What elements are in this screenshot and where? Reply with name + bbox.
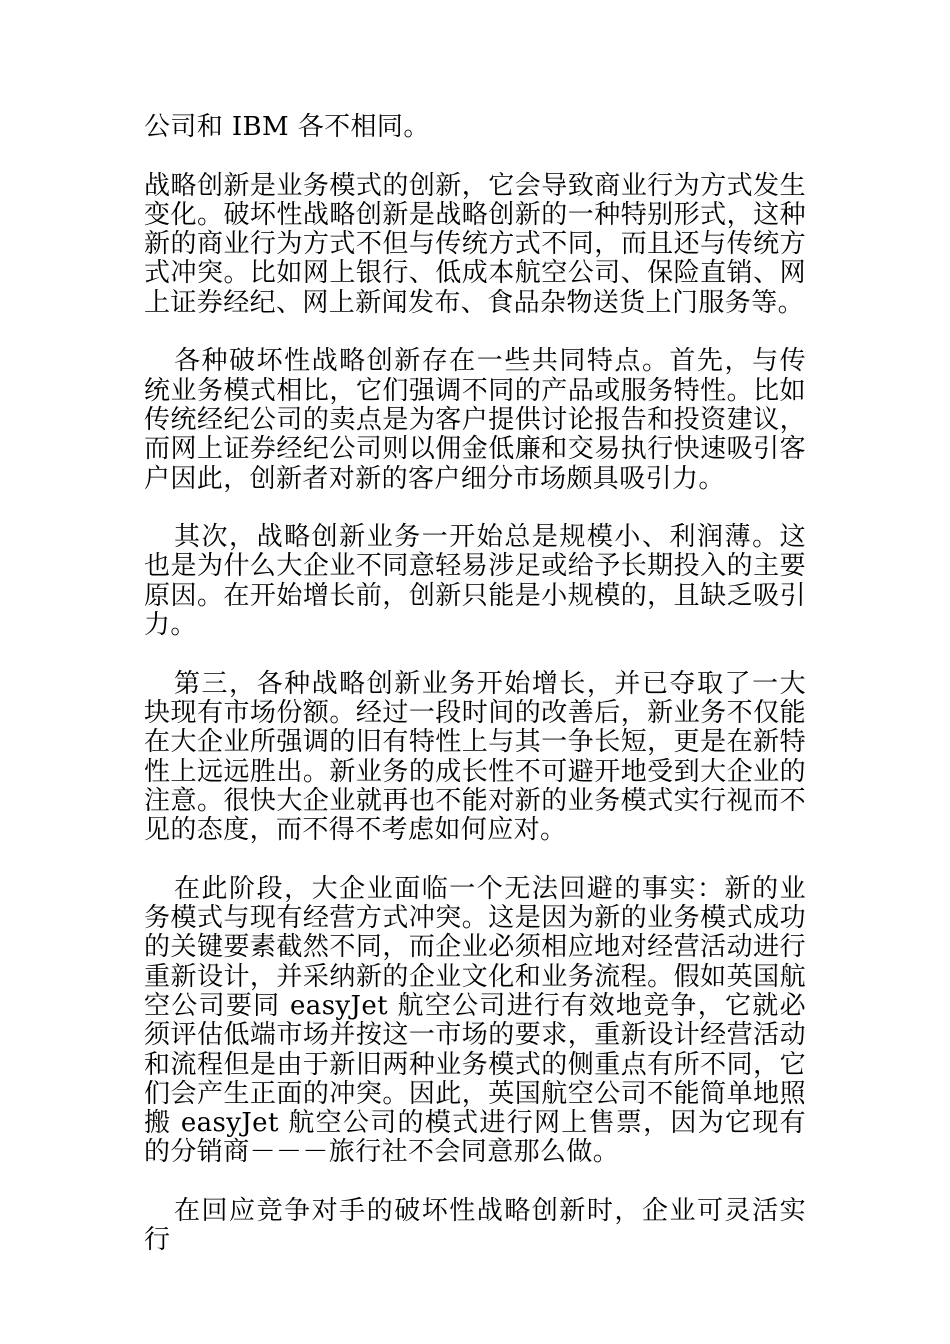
paragraph-4: 其次，战略创新业务一开始总是规模小、利润薄。这也是为什么大企业不同意轻易涉足或给予长期投入的主要原因。在开始增长前，创新只能是小规模的，且缺乏吸引力。: [144, 522, 806, 641]
paragraph-5: 第三，各种战略创新业务开始增长，并已夺取了一大块现有市场份额。经过一段时间的改善后，新业务不仅能在大企业所强调的旧有特性上与其一争长短，更是在新特性上远远胜出。新业务的成长性不可避开地受到大企业的注意。很快大企业就再也不能对新的业务模式实行视而不见的态度，而不得不考虑如何应对。: [144, 668, 806, 846]
paragraph-1: 公司和 IBM 各不相同。: [144, 112, 430, 142]
paragraph-7: 在回应竞争对手的破坏性战略创新时，企业可灵活实行: [144, 1195, 806, 1256]
paragraph-2: 战略创新是业务模式的创新，它会导致商业行为方式发生变化。破坏性战略创新是战略创新的一种特别形式，这种新的商业行为方式不但与传统方式不同，而且还与传统方式冲突。比如网上银行、低成本航空公司、保险直销、网上证券经纪、网上新闻发布、食品杂物送货上门服务等。: [144, 170, 806, 318]
document-page: [144, 113, 806, 1285]
paragraph-6: 在此阶段，大企业面临一个无法回避的事实：新的业务模式与现有经营方式冲突。这是因为新的业务模式成功的关键要素截然不同，而企业必须相应地对经营活动进行重新设计，并采纳新的企业文化和业务流程。假如英国航空公司要同 easyJet 航空公司进行有效地竞争，它就必须评估低端市场并按这一市场的要求，重新设计经营活动和流程但是由于新旧两种业务模式的侧重点有所不同，它们会产生正面的冲突。因此，英国航空公司不能简单地照搬 easyJet 航空公司的模式进行网上售票，因为它现有的分销商－－－旅行社不会同意那么做。: [144, 873, 806, 1168]
paragraph-3: 各种破坏性战略创新存在一些共同特点。首先，与传统业务模式相比，它们强调不同的产品或服务特性。比如传统经纪公司的卖点是为客户提供讨论报告和投资建议，而网上证券经纪公司则以佣金低廉和交易执行快速吸引客户因此，创新者对新的客户细分市场颇具吸引力。: [144, 346, 806, 494]
